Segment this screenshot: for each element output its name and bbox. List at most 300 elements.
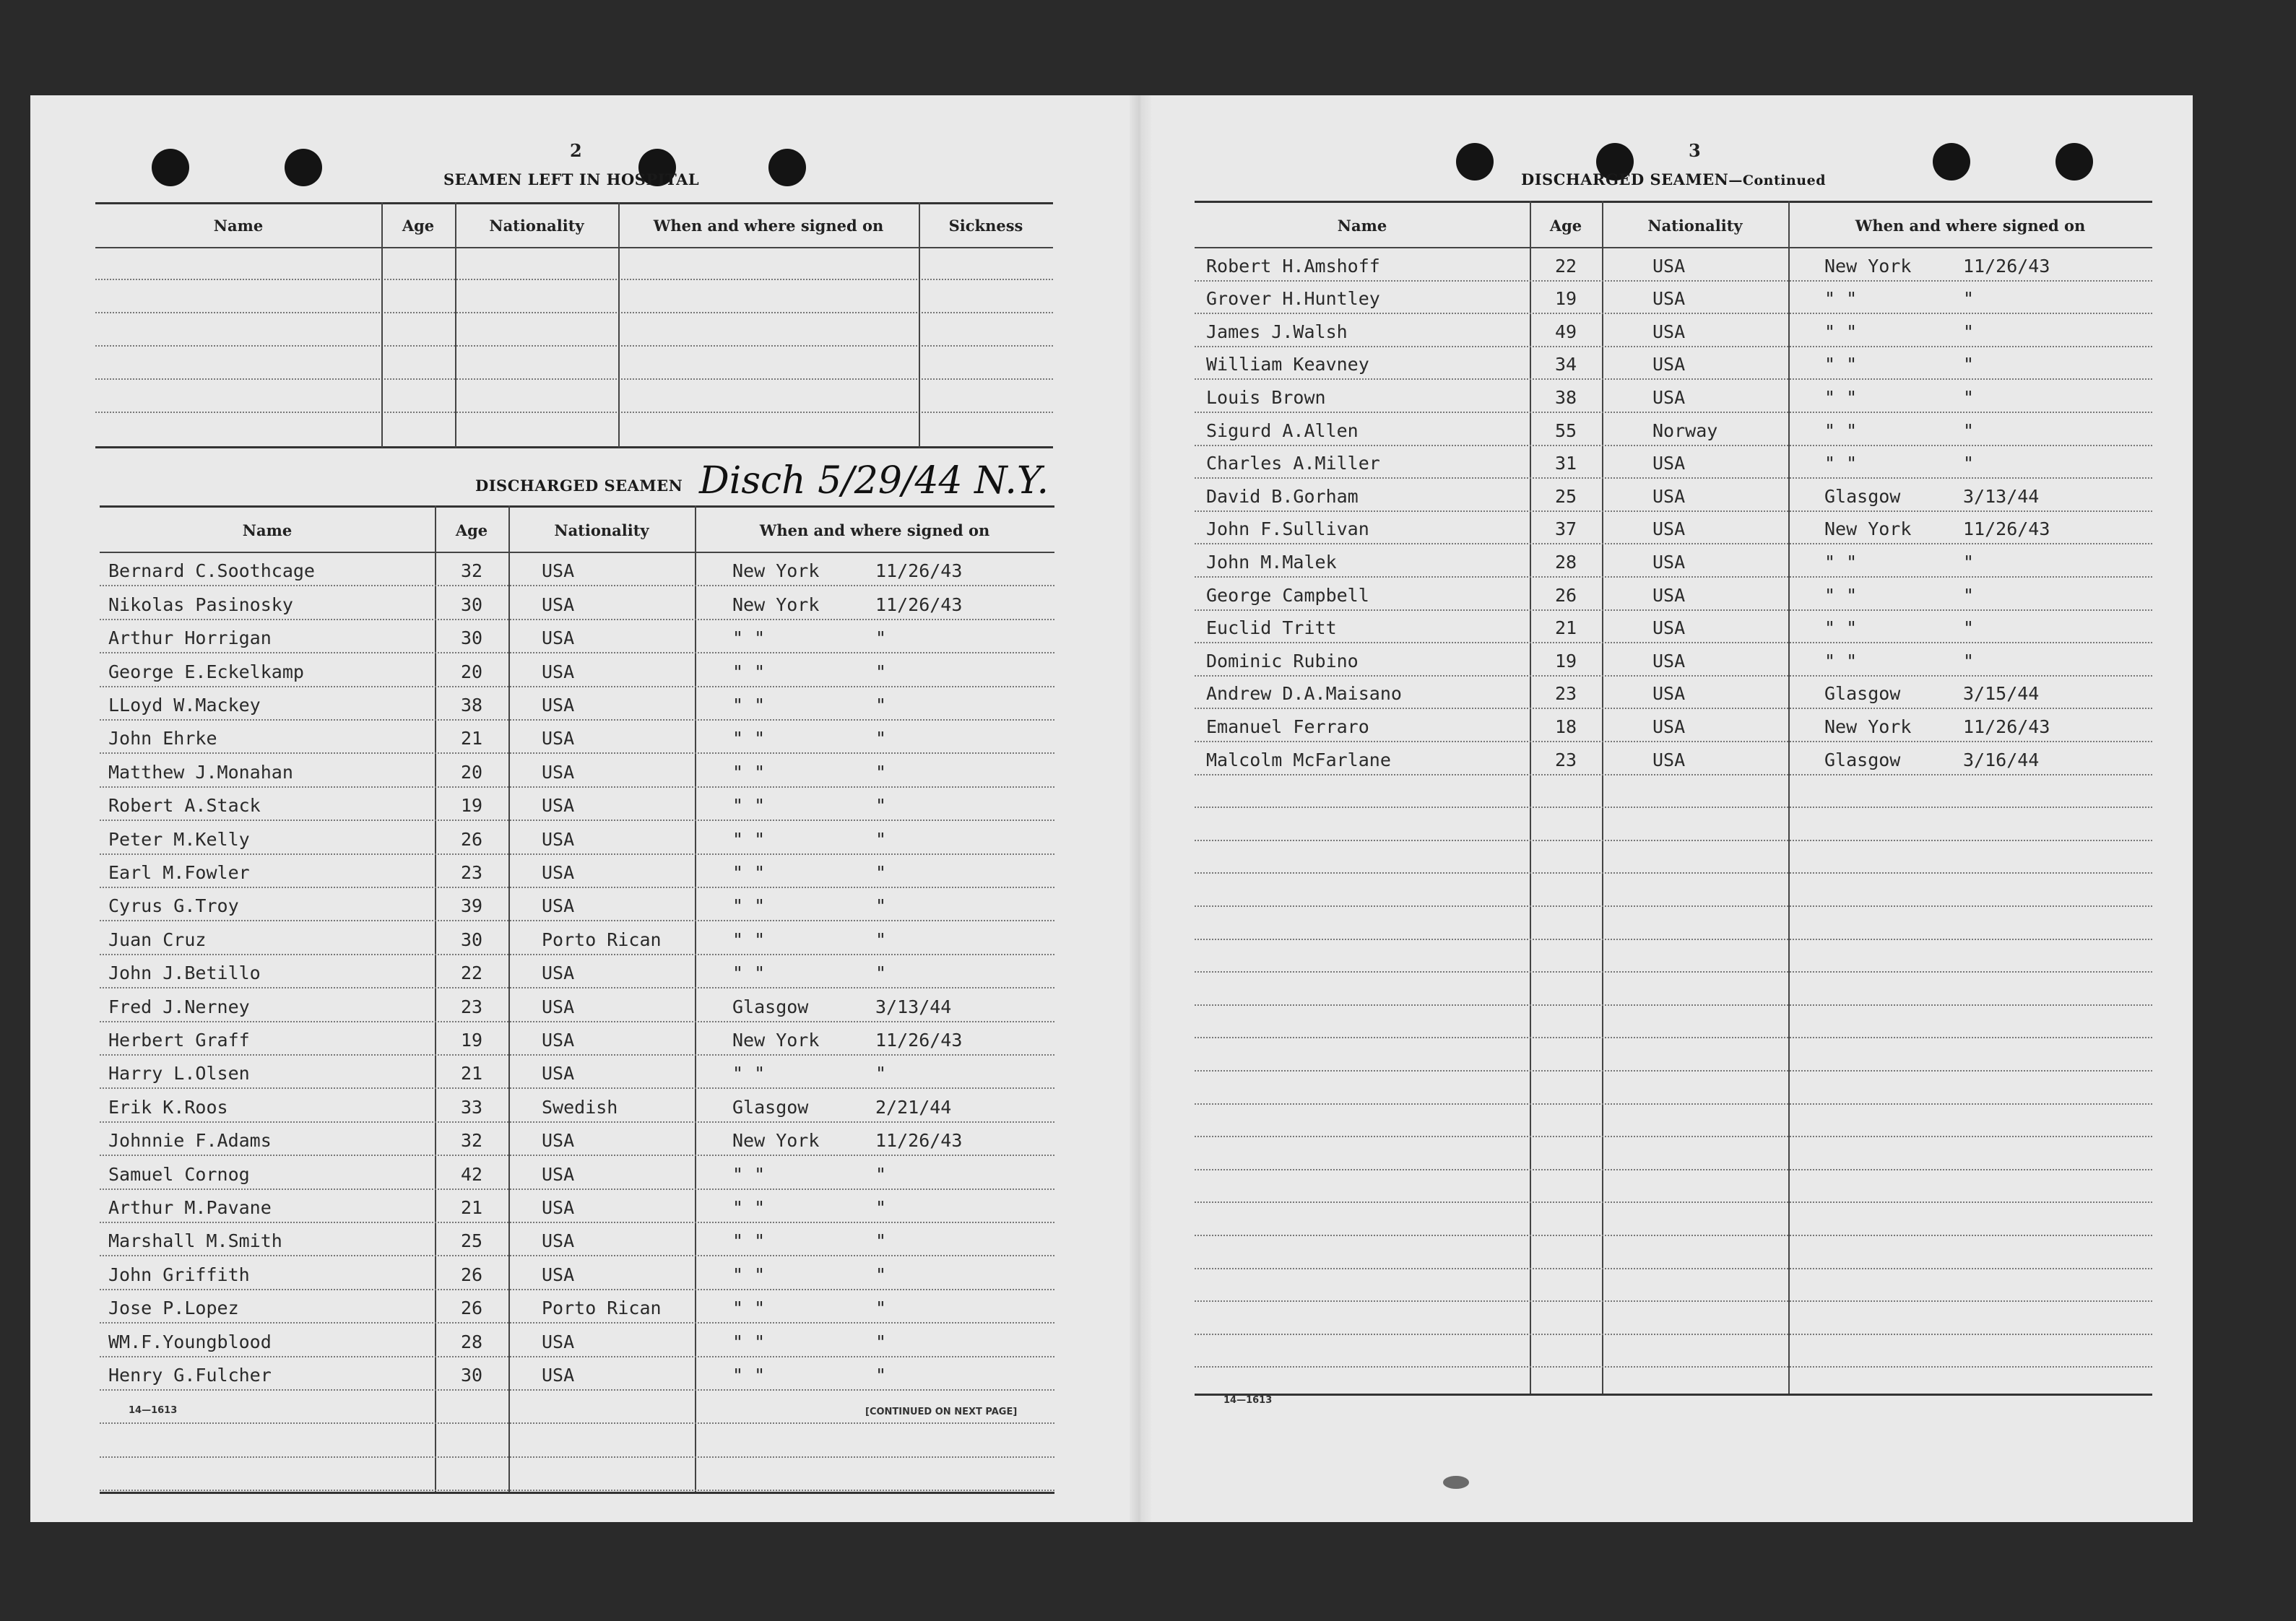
page-number: 2 [570, 140, 582, 161]
seaman-name: David B.Gorham [1206, 485, 1359, 507]
signed-on-date: 3/13/44 [875, 996, 952, 1017]
table-row [1195, 445, 2152, 478]
seaman-nationality: USA [542, 694, 575, 716]
table-row [100, 1356, 1054, 1389]
seaman-age: 21 [460, 1196, 483, 1218]
signed-on-date: " [875, 1163, 887, 1185]
column-header: Sickness [948, 217, 1023, 235]
signed-on-place: New York [1824, 518, 1912, 540]
table-row [100, 1087, 1054, 1121]
seaman-age: 25 [1554, 485, 1577, 507]
row-rule [1195, 872, 2152, 874]
seaman-nationality: USA [1652, 453, 1686, 474]
seaman-name: Grover H.Huntley [1206, 288, 1380, 310]
signed-on-date: " [1963, 321, 1975, 342]
seaman-age: 28 [1554, 551, 1577, 573]
row-rule [100, 987, 1054, 988]
row-rule [1195, 1235, 2152, 1236]
signed-on-date: 11/26/43 [1963, 716, 2050, 737]
row-rule [1195, 708, 2152, 709]
table-row [1195, 741, 2152, 774]
signed-on-place: " " [732, 1298, 766, 1319]
seaman-nationality: USA [1652, 288, 1686, 310]
table-row [100, 1155, 1054, 1188]
signed-on-place: " " [732, 728, 766, 749]
left-page [30, 95, 1130, 1522]
seaman-nationality: USA [1652, 485, 1686, 507]
table-row [1195, 280, 2152, 313]
seaman-nationality: USA [542, 828, 575, 850]
seaman-nationality: USA [1652, 650, 1686, 672]
row-rule [1195, 378, 2152, 380]
table-row [100, 552, 1054, 585]
table-row [100, 1054, 1054, 1087]
signed-on-place: " " [1824, 584, 1858, 606]
row-rule [100, 1255, 1054, 1256]
signed-on-date: 3/13/44 [1963, 485, 2040, 507]
seaman-name: William Keavney [1206, 354, 1369, 375]
row-rule [100, 585, 1054, 586]
signed-on-date: 11/26/43 [875, 1130, 963, 1152]
signed-on-date: 3/15/44 [1963, 683, 2040, 705]
row-rule [1195, 1201, 2152, 1203]
signed-on-place: " " [732, 1196, 766, 1218]
seaman-age: 23 [1554, 683, 1577, 705]
seaman-nationality: USA [1652, 354, 1686, 375]
row-rule [100, 686, 1054, 687]
seaman-nationality: USA [542, 895, 575, 917]
seaman-name: Louis Brown [1206, 386, 1326, 408]
seaman-name: John Griffith [108, 1264, 250, 1285]
seaman-age: 34 [1554, 354, 1577, 375]
signed-on-place: " " [1824, 650, 1858, 672]
seaman-name: Euclid Tritt [1206, 617, 1337, 639]
table-row [100, 719, 1054, 752]
seaman-age: 37 [1554, 518, 1577, 540]
seaman-name: James J.Walsh [1206, 321, 1348, 342]
seaman-name: George E.Eckelkamp [108, 661, 304, 682]
signed-on-date: " [875, 1230, 887, 1252]
signed-on-place: " " [732, 661, 766, 682]
hospital-section-title: SEAMEN LEFT IN HOSPITAL [443, 170, 700, 188]
row-rule [100, 1021, 1054, 1022]
discharged-section-title: DISCHARGED SEAMEN [475, 477, 683, 495]
signed-on-date: 3/16/44 [1963, 749, 2040, 770]
seaman-name: Matthew J.Monahan [108, 761, 293, 783]
seaman-age: 30 [460, 594, 483, 615]
table-row [100, 920, 1054, 953]
seaman-nationality: USA [542, 1130, 575, 1152]
handwritten-note: Disch 5/29/44 N.Y. [699, 459, 1049, 503]
signed-on-date: 11/26/43 [875, 594, 963, 615]
signed-on-date: " [1963, 453, 1975, 474]
seaman-age: 23 [460, 996, 483, 1017]
seaman-name: Juan Cruz [108, 929, 207, 950]
table-row [1195, 313, 2152, 346]
seaman-nationality: USA [542, 1063, 575, 1085]
column-header: Age [402, 217, 435, 235]
column-header: Name [242, 521, 293, 539]
signed-on-place: " " [732, 1364, 766, 1386]
row-rule [1195, 543, 2152, 544]
table-row [100, 1188, 1054, 1222]
signed-on-date: 11/26/43 [1963, 255, 2050, 277]
seaman-age: 33 [460, 1096, 483, 1118]
signed-on-place: " " [1824, 354, 1858, 375]
table-row [1195, 576, 2152, 609]
seaman-nationality: Porto Rican [542, 1298, 662, 1319]
discharged-continued-title [1521, 170, 1826, 188]
seaman-age: 20 [460, 761, 483, 783]
seaman-age: 55 [1554, 420, 1577, 441]
seaman-age: 30 [460, 627, 483, 649]
seaman-name: Jose P.Lopez [108, 1298, 239, 1319]
seaman-nationality: USA [1652, 617, 1686, 639]
seaman-name: John F.Sullivan [1206, 518, 1369, 540]
seaman-name: WM.F.Youngblood [108, 1331, 272, 1352]
seaman-name: Harry L.Olsen [108, 1063, 250, 1085]
seaman-nationality: USA [542, 1196, 575, 1218]
signed-on-place: " " [1824, 386, 1858, 408]
table-row [1195, 543, 2152, 576]
seaman-name: Peter M.Kelly [108, 828, 250, 850]
row-rule [1195, 905, 2152, 907]
seaman-nationality: USA [1652, 551, 1686, 573]
table-row [100, 686, 1054, 719]
seaman-nationality: USA [542, 560, 575, 582]
seaman-age: 21 [460, 1063, 483, 1085]
signed-on-place: " " [1824, 420, 1858, 441]
seaman-name: Earl M.Fowler [108, 861, 250, 883]
row-rule [1195, 1366, 2152, 1368]
seaman-age: 23 [460, 861, 483, 883]
signed-on-date: 11/26/43 [875, 1029, 963, 1051]
row-rule [1195, 280, 2152, 282]
seaman-nationality: USA [1652, 255, 1686, 277]
row-rule [100, 752, 1054, 754]
seaman-age: 30 [460, 929, 483, 950]
signed-on-date: " [875, 1063, 887, 1085]
signed-on-date: " [875, 962, 887, 984]
signed-on-date: " [875, 761, 887, 783]
signed-on-date: " [875, 1196, 887, 1218]
seaman-age: 22 [460, 962, 483, 984]
seaman-age: 21 [1554, 617, 1577, 639]
row-rule [1195, 1300, 2152, 1302]
seaman-age: 28 [460, 1331, 483, 1352]
seaman-nationality: USA [542, 661, 575, 682]
signed-on-place: Glasgow [732, 1096, 809, 1118]
seaman-age: 31 [1554, 453, 1577, 474]
seaman-age: 18 [1554, 716, 1577, 737]
document-sheet [30, 95, 2193, 1522]
signed-on-place: New York [732, 1029, 820, 1051]
seaman-age: 19 [460, 795, 483, 817]
column-header: Age [1549, 217, 1582, 235]
signed-on-place: " " [732, 627, 766, 649]
seaman-age: 38 [1554, 386, 1577, 408]
column-header: When and where signed on [1855, 217, 2086, 235]
signed-on-date: " [1963, 650, 1975, 672]
discharged-table [100, 505, 1054, 1495]
row-rule [1195, 774, 2152, 775]
signed-on-date: " [1963, 551, 1975, 573]
signed-on-place: New York [732, 594, 820, 615]
row-rule [100, 1322, 1054, 1324]
seaman-name: John M.Malek [1206, 551, 1337, 573]
page-fold [1130, 95, 1151, 1522]
seaman-age: 25 [460, 1230, 483, 1252]
seaman-name: Robert H.Amshoff [1206, 255, 1380, 277]
seaman-age: 26 [1554, 584, 1577, 606]
table-row [100, 1322, 1054, 1355]
signed-on-place: " " [1824, 551, 1858, 573]
signed-on-date: 11/26/43 [875, 560, 963, 582]
row-rule [1195, 1334, 2152, 1335]
row-rule [100, 1054, 1054, 1056]
column-header: Nationality [489, 217, 584, 235]
signed-on-place: " " [732, 895, 766, 917]
column-header: Name [1337, 217, 1387, 235]
title-suffix: —Continued [1728, 173, 1826, 188]
row-rule [1195, 807, 2152, 808]
signed-on-place: New York [1824, 716, 1912, 737]
signed-on-place: " " [732, 1163, 766, 1185]
seaman-age: 42 [460, 1163, 483, 1185]
table-row [1195, 708, 2152, 741]
seaman-age: 49 [1554, 321, 1577, 342]
signed-on-place: " " [732, 828, 766, 850]
signed-on-place: Glasgow [1824, 749, 1901, 770]
row-rule [1195, 313, 2152, 314]
signed-on-date: " [1963, 288, 1975, 310]
row-rule [1195, 1136, 2152, 1137]
seaman-nationality: USA [542, 962, 575, 984]
row-rule [100, 1389, 1054, 1391]
seaman-name: Marshall M.Smith [108, 1230, 282, 1252]
table-row [100, 820, 1054, 853]
seaman-nationality: USA [542, 1029, 575, 1051]
signed-on-date: " [875, 728, 887, 749]
table-row [100, 1222, 1054, 1255]
table-row [100, 786, 1054, 820]
signed-on-date: " [875, 627, 887, 649]
signed-on-place: Glasgow [1824, 485, 1901, 507]
signed-on-date: " [875, 929, 887, 950]
row-rule [100, 820, 1054, 821]
row-rule [100, 1121, 1054, 1123]
row-rule [100, 719, 1054, 721]
seaman-age: 21 [460, 728, 483, 749]
seaman-nationality: Norway [1652, 420, 1718, 441]
seaman-name: Cyrus G.Troy [108, 895, 239, 917]
seaman-name: Arthur M.Pavane [108, 1196, 272, 1218]
signed-on-date: " [1963, 617, 1975, 639]
seaman-nationality: USA [542, 795, 575, 817]
row-rule [1195, 939, 2152, 940]
row-rule [100, 1490, 1054, 1491]
seaman-name: Arthur Horrigan [108, 627, 272, 649]
table-row [100, 853, 1054, 887]
row-rule [1195, 741, 2152, 742]
seaman-name: John J.Betillo [108, 962, 261, 984]
signed-on-place: " " [732, 694, 766, 716]
seaman-name: Malcolm McFarlane [1206, 749, 1391, 770]
row-rule [100, 1422, 1054, 1424]
row-rule [100, 1456, 1054, 1458]
row-rule [100, 1087, 1054, 1089]
seaman-nationality: USA [1652, 749, 1686, 770]
seaman-nationality: USA [542, 1364, 575, 1386]
seaman-age: 32 [460, 560, 483, 582]
column-header: Nationality [554, 521, 649, 539]
page-number: 3 [1689, 140, 1701, 161]
signed-on-place: " " [1824, 617, 1858, 639]
table-row [1195, 412, 2152, 445]
seaman-nationality: USA [542, 996, 575, 1017]
row-rule [1195, 840, 2152, 841]
seaman-nationality: USA [1652, 321, 1686, 342]
table-row [1195, 609, 2152, 643]
seaman-nationality: USA [542, 594, 575, 615]
row-rule [1195, 1103, 2152, 1105]
seaman-nationality: USA [1652, 584, 1686, 606]
seaman-name: Fred J.Nerney [108, 996, 250, 1017]
form-number: 14—1613 [1223, 1395, 1273, 1406]
seaman-nationality: USA [542, 861, 575, 883]
table-row [100, 1255, 1054, 1288]
seaman-name: Charles A.Miller [1206, 453, 1380, 474]
seaman-age: 32 [460, 1130, 483, 1152]
row-rule [1195, 346, 2152, 347]
right-page [1151, 95, 2193, 1522]
row-rule [100, 1155, 1054, 1156]
seaman-name: Erik K.Roos [108, 1096, 228, 1118]
row-rule [100, 619, 1054, 620]
seaman-nationality: USA [542, 1264, 575, 1285]
row-rule [100, 920, 1054, 921]
seaman-name: Nikolas Pasinosky [108, 594, 293, 615]
row-rule [100, 652, 1054, 653]
row-rule [100, 853, 1054, 855]
signed-on-date: " [1963, 386, 1975, 408]
signed-on-date: " [875, 895, 887, 917]
seaman-name: Herbert Graff [108, 1029, 250, 1051]
row-rule [1195, 1037, 2152, 1038]
table-row [100, 954, 1054, 987]
signed-on-place: New York [1824, 255, 1912, 277]
row-rule [1195, 510, 2152, 512]
row-rule [100, 1222, 1054, 1223]
row-rule [1195, 1169, 2152, 1170]
seaman-nationality: USA [542, 1163, 575, 1185]
seaman-name: Bernard C.Soothcage [108, 560, 315, 582]
seaman-nationality: USA [1652, 518, 1686, 540]
seaman-age: 30 [460, 1364, 483, 1386]
row-rule [1195, 576, 2152, 578]
seaman-name: George Campbell [1206, 584, 1369, 606]
seaman-nationality: USA [1652, 386, 1686, 408]
signed-on-date: " [875, 828, 887, 850]
seaman-age: 23 [1554, 749, 1577, 770]
row-rule [100, 1356, 1054, 1357]
column-header: Age [455, 521, 488, 539]
signed-on-place: New York [732, 1130, 820, 1152]
table-row [1195, 378, 2152, 412]
signed-on-date: " [875, 661, 887, 682]
table-row [1195, 247, 2152, 280]
seaman-age: 26 [460, 1264, 483, 1285]
signed-on-date: 2/21/44 [875, 1096, 952, 1118]
signed-on-date: " [875, 861, 887, 883]
row-rule [1195, 445, 2152, 446]
signed-on-date: 11/26/43 [1963, 518, 2050, 540]
seaman-nationality: USA [542, 728, 575, 749]
row-rule [1195, 675, 2152, 677]
signed-on-date: " [875, 1331, 887, 1352]
seaman-name: Sigurd A.Allen [1206, 420, 1359, 441]
signed-on-date: " [1963, 420, 1975, 441]
row-rule [100, 887, 1054, 888]
table-row [1195, 642, 2152, 675]
signed-on-place: Glasgow [732, 996, 809, 1017]
row-rule [100, 954, 1054, 955]
row-rule [1195, 609, 2152, 611]
table-row [100, 1289, 1054, 1322]
ink-smudge [1443, 1476, 1469, 1489]
row-rule [1195, 1070, 2152, 1072]
row-rule [1195, 477, 2152, 479]
table-row [100, 585, 1054, 618]
title-main: DISCHARGED SEAMEN [1521, 170, 1729, 188]
seaman-age: 19 [1554, 288, 1577, 310]
seaman-name: Henry G.Fulcher [108, 1364, 272, 1386]
table-row [100, 652, 1054, 685]
signed-on-place: " " [732, 962, 766, 984]
seaman-age: 38 [460, 694, 483, 716]
signed-on-date: " [875, 1264, 887, 1285]
table-row [100, 619, 1054, 652]
table-row [1195, 477, 2152, 510]
signed-on-date: " [875, 1298, 887, 1319]
column-header: Name [213, 217, 264, 235]
seaman-age: 26 [460, 828, 483, 850]
seaman-age: 26 [460, 1298, 483, 1319]
signed-on-place: " " [732, 1230, 766, 1252]
signed-on-date: " [875, 694, 887, 716]
signed-on-place: " " [732, 1063, 766, 1085]
table-row [1195, 510, 2152, 544]
row-rule [100, 1188, 1054, 1190]
signed-on-place: " " [732, 795, 766, 817]
seaman-nationality: USA [1652, 683, 1686, 705]
table-row [1195, 346, 2152, 379]
seaman-age: 19 [1554, 650, 1577, 672]
seaman-nationality: USA [542, 1230, 575, 1252]
seaman-age: 20 [460, 661, 483, 682]
column-header: When and where signed on [653, 217, 884, 235]
row-rule [1195, 1268, 2152, 1269]
row-rule [100, 786, 1054, 788]
signed-on-place: New York [732, 560, 820, 582]
table-row [100, 887, 1054, 920]
seaman-name: John Ehrke [108, 728, 217, 749]
table-row [100, 1121, 1054, 1155]
signed-on-date: " [1963, 584, 1975, 606]
seaman-name: Emanuel Ferraro [1206, 716, 1369, 737]
seaman-name: Samuel Cornog [108, 1163, 250, 1185]
column-header: When and where signed on [759, 521, 990, 539]
